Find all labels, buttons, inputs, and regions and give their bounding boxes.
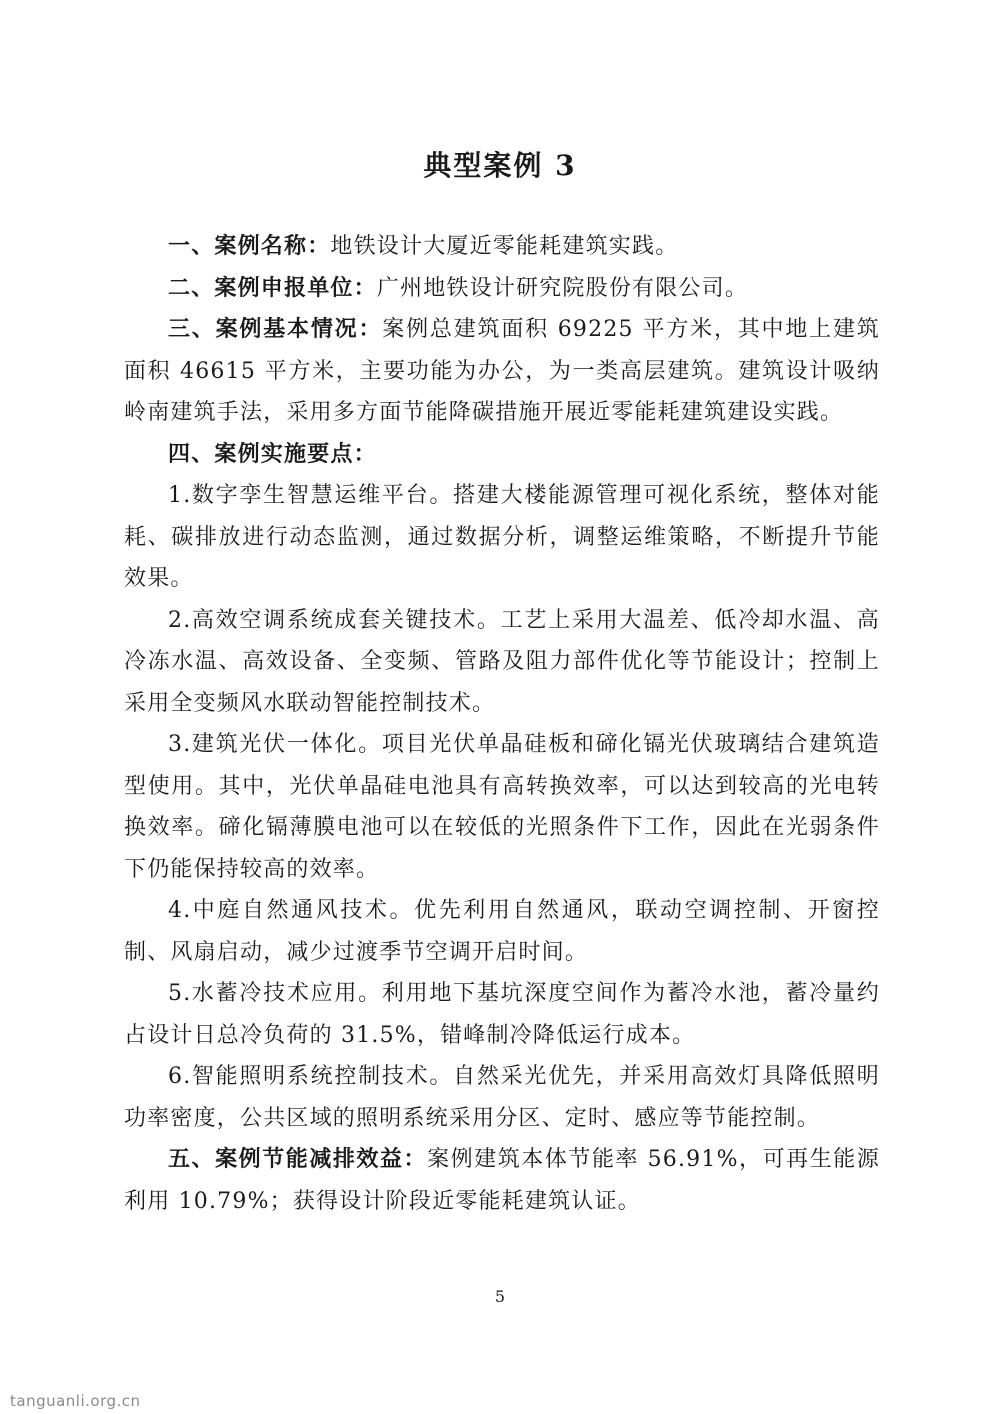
page-number: 5	[494, 1287, 506, 1306]
section-applicant	[124, 268, 880, 310]
section-text: 广州地铁设计研究院股份有限公司。	[376, 275, 749, 301]
section-text: 案例总建筑面积 69225 平方米，其中地上建筑面积 46615 平方米，主要功能为办公，为一类高层建筑。建筑设计吸纳岭南建筑手法，采用多方面节能降碳措施开展近零能耗建筑建设实践。	[124, 317, 880, 425]
section-heading: 五、案例节能减排效益：	[168, 1146, 428, 1172]
section-benefits	[124, 1139, 880, 1222]
section-basic-info	[124, 309, 880, 434]
key-point-item: 4.中庭自然通风技术。优先利用自然通风，联动空调控制、开窗控制、风扇启动，减少过渡季节空调开启时间。	[124, 898, 880, 965]
key-point-item: 1.数字孪生智慧运维平台。搭建大楼能源管理可视化系统，整体对能耗、碳排放进行动态监测，通过数据分析，调整运维策略，不断提升节能效果。	[124, 483, 880, 591]
section-text: 地铁设计大厦近零能耗建筑实践。	[330, 234, 679, 259]
document-title: 典型案例 3	[423, 149, 577, 182]
key-point-item: 2.高效空调系统成套关键技术。工艺上采用大温差、低冷却水温、高冷冻水温、高效设备、全变频、管路及阻力部件优化等节能设计；控制上采用全变频风水联动智能控制技术。	[124, 607, 880, 716]
section-heading: 一、案例名称：	[168, 233, 331, 259]
key-point-item: 5.水蓄冷技术应用。利用地下基坑深度空间作为蓄冷水池，蓄冷量约占设计日总冷负荷的 31.5%，错峰制冷降低运行成本。	[124, 981, 880, 1048]
section-text: 案例建筑本体节能率 56.91%，可再生能源利用 10.79%；获得设计阶段近零能耗建筑认证。	[124, 1147, 880, 1214]
section-heading: 三、案例基本情况：	[168, 316, 383, 342]
section-key-points-heading: 四、案例实施要点：	[168, 440, 377, 467]
document-body	[124, 226, 880, 1222]
key-point-item: 6.智能照明系统控制技术。自然采光优先，并采用高效灯具降低照明功率密度，公共区域的照明系统采用分区、定时、感应等节能控制。	[124, 1064, 880, 1131]
section-case-name	[124, 226, 880, 268]
site-watermark: tanguanli.org.cn	[10, 1392, 141, 1410]
key-point-item: 3.建筑光伏一体化。项目光伏单晶硅板和碲化镉光伏玻璃结合建筑造型使用。其中，光伏单晶硅电池具有高转换效率，可以达到较高的光电转换效率。碲化镉薄膜电池可以在较低的光照条件下工作，因此在光弱条件下仍能保持较高的效率。	[124, 732, 880, 882]
section-heading: 二、案例申报单位：	[168, 274, 377, 301]
